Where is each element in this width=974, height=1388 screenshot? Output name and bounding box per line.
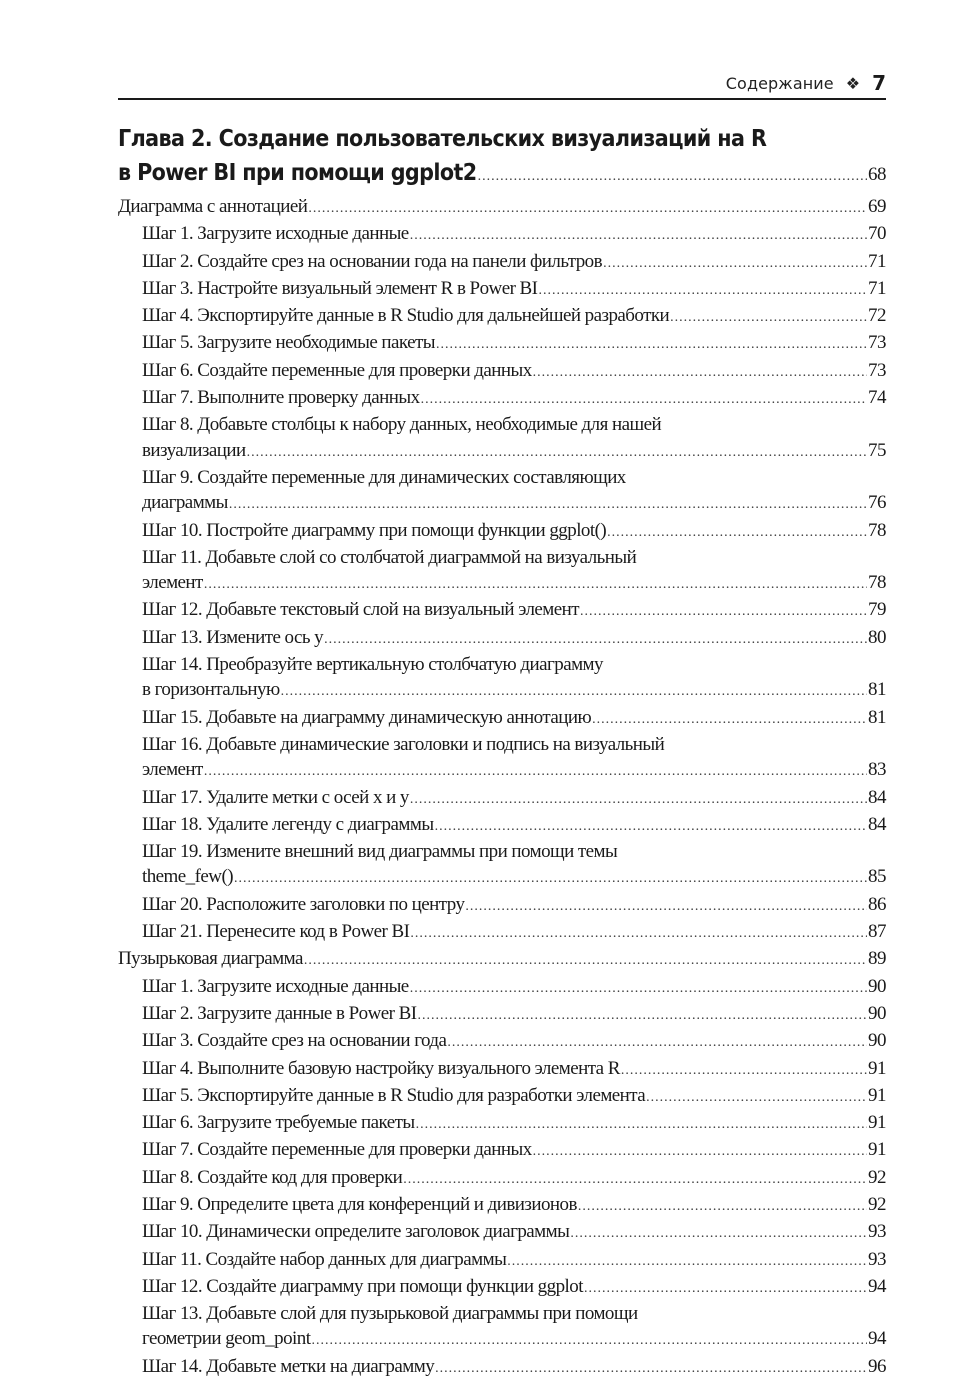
entry-page: 78 [868, 519, 886, 541]
entry-text: в горизонтальную [142, 679, 280, 701]
chapter-page: 68 [868, 164, 886, 185]
entry-text-line: Шаг 8. Добавьте столбцы к набору данных, необходимые для нашей [142, 414, 662, 436]
entry-text: Шаг 12. Добавьте текстовый слой на визуальный элемент [142, 599, 580, 621]
entry-page: 73 [868, 359, 886, 381]
entry-page: 70 [868, 223, 886, 245]
leader-dots [416, 1112, 867, 1137]
entry-text: Шаг 20. Расположите заголовки по центру [142, 893, 465, 915]
running-head [118, 68, 886, 100]
section-line [118, 194, 886, 221]
step-line [142, 276, 886, 303]
step-line [142, 385, 886, 412]
step-line [142, 677, 886, 704]
leader-dots [308, 196, 867, 221]
entry-page: 71 [868, 277, 886, 299]
toc-step[interactable] [118, 385, 886, 412]
toc-step[interactable] [118, 1354, 886, 1381]
entry-text: Шаг 6. Загрузите требуемые пакеты [142, 1112, 415, 1134]
toc-step[interactable] [118, 919, 886, 946]
step-line [142, 358, 886, 385]
step-line [142, 757, 886, 784]
leader-dots [580, 599, 867, 624]
leader-dots [646, 1085, 867, 1110]
step-line [142, 1274, 886, 1301]
entry-page: 90 [868, 1030, 886, 1052]
entry-page: 75 [868, 439, 886, 461]
step-line [142, 1192, 886, 1219]
leader-dots [418, 1003, 867, 1028]
entry-text: геометрии geom_point [142, 1328, 311, 1350]
entry-text: диаграммы [142, 492, 228, 514]
entry-page: 81 [868, 679, 886, 701]
entry-text: Шаг 4. Экспортируйте данные в R Studio для дальнейшей разработки [142, 305, 670, 327]
toc-step[interactable] [118, 303, 886, 330]
toc-step[interactable] [118, 785, 886, 812]
entry-page: 86 [868, 893, 886, 915]
entry-text: Шаг 21. Перенесите код в Power BI [142, 921, 410, 943]
toc-entries [118, 194, 886, 1381]
toc-step[interactable] [118, 1274, 886, 1301]
entry-text: элемент [142, 572, 203, 594]
entry-text-line: Шаг 11. Добавьте слой со столбчатой диаграммой на визуальный [142, 546, 637, 568]
step-line [142, 705, 886, 732]
step-line [142, 1056, 886, 1083]
entry-text: Шаг 14. Добавьте метки на диаграмму [142, 1355, 435, 1377]
leader-dots [478, 160, 867, 194]
toc-step[interactable] [118, 597, 886, 624]
entry-text: элемент [142, 759, 203, 781]
leader-dots [436, 332, 867, 357]
toc-step[interactable] [118, 892, 886, 919]
toc-step[interactable] [118, 1083, 886, 1110]
leader-dots [324, 627, 867, 652]
toc-section[interactable] [118, 194, 886, 221]
entry-page: 91 [868, 1084, 886, 1106]
step-line [142, 1354, 886, 1381]
entry-text: Шаг 10. Динамически определите заголовок диаграммы [142, 1221, 570, 1243]
entry-text: Шаг 2. Загрузите данные в Power BI [142, 1002, 417, 1024]
toc-step[interactable] [118, 1301, 886, 1354]
entry-text: Шаг 7. Выполните проверку данных [142, 387, 420, 409]
step-line [142, 490, 886, 517]
entry-page: 90 [868, 975, 886, 997]
step-line [142, 1110, 886, 1137]
entry-page: 73 [868, 332, 886, 354]
entry-text: Шаг 9. Определите цвета для конференций и дивизионов [142, 1193, 577, 1215]
toc-step[interactable] [118, 652, 886, 705]
entry-page: 96 [868, 1355, 886, 1377]
toc-step[interactable] [118, 1028, 886, 1055]
leader-dots [435, 814, 867, 839]
entry-text: Шаг 6. Создайте переменные для проверки данных [142, 359, 532, 381]
toc-step[interactable] [118, 1137, 886, 1164]
entry-page: 74 [868, 387, 886, 409]
entry-page: 69 [868, 196, 886, 217]
entry-text: визуализации [142, 439, 246, 461]
entry-page: 93 [868, 1248, 886, 1270]
entry-page: 91 [868, 1057, 886, 1079]
toc-step[interactable] [118, 812, 886, 839]
section-line [118, 946, 886, 973]
toc-step[interactable] [118, 1110, 886, 1137]
toc-step[interactable] [118, 1165, 886, 1192]
leader-dots [421, 387, 867, 412]
entry-text: Шаг 8. Создайте код для проверки [142, 1166, 403, 1188]
leader-dots [533, 1139, 867, 1164]
step-line [142, 570, 886, 597]
entry-page: 79 [868, 599, 886, 621]
leader-dots [410, 787, 867, 812]
leader-dots [403, 1167, 867, 1192]
chapter-heading[interactable] [118, 122, 886, 194]
toc-step[interactable] [118, 1001, 886, 1028]
step-line [142, 812, 886, 839]
toc-step[interactable] [118, 518, 886, 545]
entry-page: 76 [868, 492, 886, 514]
entry-page: 92 [868, 1193, 886, 1215]
step-line [142, 597, 886, 624]
leader-dots [234, 866, 867, 891]
step-line [142, 1247, 886, 1274]
step-line [142, 1326, 886, 1353]
toc-step[interactable] [118, 839, 886, 892]
toc-step[interactable] [118, 705, 886, 732]
entry-text-line: Шаг 13. Добавьте слой для пузырьковой диаграммы при помощи [142, 1303, 638, 1325]
leader-dots [592, 707, 867, 732]
entry-text: Шаг 12. Создайте диаграмму при помощи функции ggplot [142, 1275, 583, 1297]
entry-page: 84 [868, 813, 886, 835]
toc-step[interactable] [118, 1056, 886, 1083]
entry-text: Шаг 13. Измените ось y [142, 626, 324, 648]
leader-dots [584, 1276, 867, 1301]
step-line [142, 864, 886, 891]
leader-dots [533, 360, 867, 385]
entry-page: 72 [868, 305, 886, 327]
entry-page: 83 [868, 759, 886, 781]
leader-dots [247, 440, 867, 465]
leader-dots [410, 921, 867, 946]
toc-step[interactable] [118, 1219, 886, 1246]
entry-text: Шаг 17. Удалите метки с осей x и y [142, 786, 409, 808]
leader-dots [447, 1030, 867, 1055]
leader-dots [410, 976, 867, 1001]
chapter-title-text: в Power BI при помощи ggplot2 [118, 160, 477, 186]
toc-step[interactable] [118, 358, 886, 385]
entry-page: 81 [868, 706, 886, 728]
entry-text: Шаг 4. Выполните базовую настройку визуального элемента R [142, 1057, 620, 1079]
leader-dots [538, 278, 867, 303]
step-line [142, 221, 886, 248]
step-line [142, 249, 886, 276]
step-line [142, 625, 886, 652]
entry-text: Шаг 3. Создайте срез на основании года [142, 1030, 447, 1052]
entry-text: theme_few() [142, 866, 234, 888]
leader-dots [465, 894, 867, 919]
toc-step[interactable] [118, 330, 886, 357]
entry-page: 93 [868, 1221, 886, 1243]
leader-dots [304, 948, 867, 973]
toc-section[interactable] [118, 946, 886, 973]
entry-page: 87 [868, 921, 886, 943]
entry-text: Шаг 5. Загрузите необходимые пакеты [142, 332, 435, 354]
page-number: 7 [872, 71, 886, 95]
entry-page: 80 [868, 626, 886, 648]
toc-step[interactable] [118, 412, 886, 465]
leader-dots [281, 679, 867, 704]
entry-text: Шаг 5. Экспортируйте данные в R Studio для разработки элемента [142, 1084, 646, 1106]
ornament-icon: ❖ [845, 73, 861, 93]
entry-text: Шаг 18. Удалите легенду с диаграммы [142, 813, 434, 835]
entry-page: 91 [868, 1139, 886, 1161]
leader-dots [607, 520, 867, 545]
entry-page: 89 [868, 948, 886, 970]
step-line [142, 303, 886, 330]
chapter-title-line-1: Глава 2. Создание пользовательских визуализаций на R [118, 126, 767, 152]
entry-page: 84 [868, 786, 886, 808]
leader-dots [570, 1221, 867, 1246]
step-line [142, 1028, 886, 1055]
toc-step[interactable] [118, 276, 886, 303]
running-head-title: Содержание [725, 73, 834, 93]
step-line [142, 892, 886, 919]
step-line [142, 974, 886, 1001]
leader-dots [621, 1058, 867, 1083]
entry-text: Диаграмма с аннотацией [118, 196, 308, 217]
entry-text-line: Шаг 19. Измените внешний вид диаграммы при помощи темы [142, 841, 618, 863]
entry-page: 71 [868, 250, 886, 272]
toc-step[interactable] [118, 221, 886, 248]
leader-dots [435, 1356, 867, 1381]
entry-text: Шаг 1. Загрузите исходные данные [142, 975, 409, 997]
step-line [142, 330, 886, 357]
leader-dots [204, 759, 867, 784]
entry-text-line: Шаг 16. Добавьте динамические заголовки и подпись на визуальный [142, 733, 665, 755]
step-line [142, 1083, 886, 1110]
leader-dots [578, 1194, 867, 1219]
entry-text: Шаг 2. Создайте срез на основании года на панели фильтров [142, 250, 603, 272]
chapter-title-line-2 [118, 156, 886, 194]
entry-page: 94 [868, 1275, 886, 1297]
entry-page: 91 [868, 1112, 886, 1134]
entry-text: Шаг 15. Добавьте на диаграмму динамическую аннотацию [142, 706, 592, 728]
toc-step[interactable] [118, 465, 886, 518]
entry-text: Шаг 3. Настройте визуальный элемент R в Power BI [142, 277, 538, 299]
leader-dots [410, 223, 867, 248]
step-line [142, 785, 886, 812]
step-line [142, 438, 886, 465]
toc-step[interactable] [118, 625, 886, 652]
toc-step[interactable] [118, 545, 886, 598]
entry-text-line: Шаг 14. Преобразуйте вертикальную столбчатую диаграмму [142, 654, 603, 676]
step-line [142, 919, 886, 946]
entry-page: 90 [868, 1002, 886, 1024]
toc-step[interactable] [118, 1192, 886, 1219]
entry-text: Шаг 11. Создайте набор данных для диаграммы [142, 1248, 507, 1270]
leader-dots [229, 492, 867, 517]
step-line [142, 1001, 886, 1028]
entry-page: 94 [868, 1328, 886, 1350]
entry-text: Пузырьковая диаграмма [118, 948, 303, 970]
step-line [142, 518, 886, 545]
table-of-contents [118, 122, 886, 1381]
entry-text-line: Шаг 9. Создайте переменные для динамических составляющих [142, 466, 626, 488]
toc-step[interactable] [118, 732, 886, 785]
entry-text: Шаг 7. Создайте переменные для проверки данных [142, 1139, 532, 1161]
toc-step[interactable] [118, 974, 886, 1001]
toc-step[interactable] [118, 249, 886, 276]
leader-dots [204, 572, 867, 597]
step-line [142, 1219, 886, 1246]
toc-step[interactable] [118, 1247, 886, 1274]
step-line [142, 1137, 886, 1164]
entry-text: Шаг 1. Загрузите исходные данные [142, 223, 409, 245]
entry-page: 92 [868, 1166, 886, 1188]
entry-page: 85 [868, 866, 886, 888]
entry-page: 78 [868, 572, 886, 594]
leader-dots [311, 1328, 867, 1353]
entry-text: Шаг 10. Постройте диаграмму при помощи функции ggplot() [142, 519, 607, 541]
step-line [142, 1165, 886, 1192]
leader-dots [603, 251, 867, 276]
leader-dots [507, 1249, 867, 1274]
leader-dots [670, 305, 867, 330]
